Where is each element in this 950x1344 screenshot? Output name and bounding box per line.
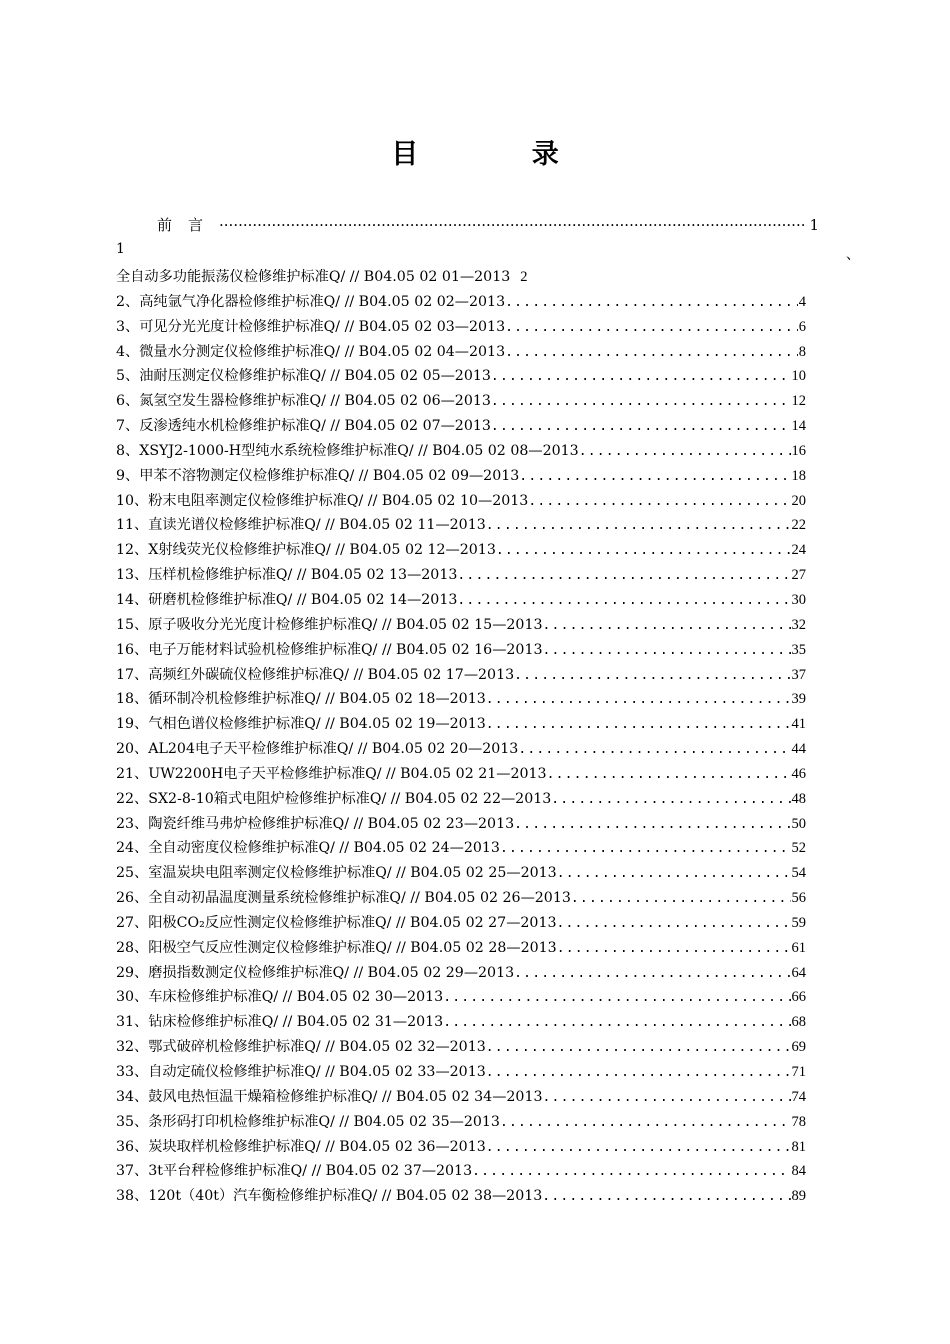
toc-entry-title: 18、循环制冷机检修维护标准Q/ // B04.05 02 18—2013 [116, 691, 486, 708]
leader-dots [491, 390, 791, 414]
leader-dots [496, 539, 791, 563]
toc-entry[interactable] [116, 1110, 806, 1135]
stray-number: 1 [116, 241, 125, 257]
toc-entry-page-number: 2 [520, 269, 528, 285]
leader-dots [514, 664, 790, 688]
toc-entry-title: 13、压样机检修维护标准Q/ // B04.05 02 13—2013 [116, 567, 458, 584]
toc-entry[interactable] [116, 538, 806, 563]
toc-entry-title: 28、阳极空气反应性测定仪检修维护标准Q/ // B04.05 02 28—2013 [116, 939, 557, 956]
toc-entry[interactable] [116, 737, 806, 762]
preface-label: 前言 [157, 216, 220, 234]
leader-dots [457, 589, 790, 613]
toc-entry-title: 38、120t（40t）汽车衡检修维护标准Q/ // B04.05 02 38—2013 [116, 1188, 543, 1205]
toc-entry-page-number: 56 [791, 890, 806, 907]
toc-entry-page-number: 89 [791, 1188, 806, 1205]
toc-entry[interactable] [116, 712, 806, 737]
toc-entry-page-number: 68 [791, 1014, 806, 1031]
toc-entry-title: 33、自动定硫仪检修维护标准Q/ // B04.05 02 33—2013 [116, 1064, 486, 1080]
toc-entry-title: 16、电子万能材料试验机检修维护标准Q/ // B04.05 02 16—2013 [116, 641, 543, 658]
toc-entry-title: 22、SX2-8-10箱式电阻炉检修维护标准Q/ // B04.05 02 22—2013 [116, 790, 552, 807]
toc-entry[interactable] [116, 985, 806, 1010]
toc-entry-page-number: 24 [791, 542, 806, 559]
toc-entry[interactable] [116, 787, 806, 812]
toc-entry-title: 11、直读光谱仪检修维护标准Q/ // B04.05 02 11—2013 [116, 517, 486, 534]
leader-dots [551, 788, 790, 812]
toc-entry-title: 全自动多功能振荡仪检修维护标准Q/ // B04.05 02 01—2013 [116, 269, 511, 285]
toc-list [116, 265, 806, 1209]
toc-entry-title: 3、可见分光光度计检修维护标准Q/ // B04.05 02 03—2013 [116, 318, 506, 335]
toc-entry[interactable] [116, 613, 806, 638]
toc-entry-page-number: 4 [798, 293, 806, 310]
toc-entry[interactable] [116, 489, 806, 514]
leader-dots [505, 341, 798, 365]
toc-entry-title: 21、UW2200H电子天平检修维护标准Q/ // B04.05 02 21—2013 [116, 765, 547, 782]
leader-dots [486, 713, 791, 737]
toc-entry-title: 14、研磨机检修维护标准Q/ // B04.05 02 14—2013 [116, 591, 458, 608]
toc-entry-title: 23、陶瓷纤维马弗炉检修维护标准Q/ // B04.05 02 23—2013 [116, 815, 515, 832]
toc-entry[interactable] [116, 836, 806, 861]
toc-entry-title: 26、全自动初晶温度测量系统检修维护标准Q/ // B04.05 02 26—2013 [116, 890, 571, 907]
toc-entry[interactable] [116, 315, 806, 340]
toc-entry-page-number: 16 [791, 442, 806, 459]
toc-entry-title: 20、AL204电子天平检修维护标准Q/ // B04.05 02 20—2013 [116, 741, 519, 758]
toc-entry[interactable] [116, 364, 806, 389]
toc-entry-page-number: 59 [791, 914, 806, 931]
toc-entry-title: 35、条形码打印机检修维护标准Q/ // B04.05 02 35—2013 [116, 1113, 500, 1130]
toc-entry-page-number: 30 [791, 591, 806, 608]
toc-entry-title: 12、X射线荧光仪检修维护标准Q/ // B04.05 02 12—2013 [116, 542, 496, 559]
toc-entry-title: 9、甲苯不溶物测定仪检修维护标准Q/ // B04.05 02 09—2013 [116, 467, 520, 484]
toc-entry-title: 5、油耐压测定仪检修维护标准Q/ // B04.05 02 05—2013 [116, 368, 491, 385]
toc-entry-title: 34、鼓风电热恒温干燥箱检修维护标准Q/ // B04.05 02 34—2013 [116, 1088, 543, 1105]
leader-dots [443, 986, 790, 1010]
toc-entry[interactable] [116, 563, 806, 588]
leader-dots [514, 813, 790, 837]
toc-entry-title: 15、原子吸收分光光度计检修维护标准Q/ // B04.05 02 15—2013 [116, 616, 543, 633]
toc-entry-page-number: 39 [791, 691, 806, 708]
toc-entry-title: 29、磨损指数测定仪检修维护标准Q/ // B04.05 02 29—2013 [116, 964, 515, 981]
toc-entry[interactable] [116, 1010, 806, 1035]
toc-entry-page-number: 48 [791, 790, 806, 807]
toc-entry-page-number: 64 [791, 964, 806, 981]
toc-entry-title: 25、室温炭块电阻率测定仪检修维护标准Q/ // B04.05 02 25—2013 [116, 865, 557, 882]
toc-entry-page-number: 14 [791, 418, 806, 435]
leader-dots [472, 1160, 790, 1184]
toc-entry[interactable] [116, 886, 806, 911]
toc-entry-page-number: 78 [791, 1113, 806, 1130]
toc-entry[interactable] [116, 1159, 806, 1184]
toc-entry[interactable] [116, 812, 806, 837]
toc-entry[interactable] [116, 290, 806, 315]
toc-entry-page-number: 52 [791, 840, 806, 857]
toc-entry[interactable] [116, 513, 806, 538]
leader-dots [500, 837, 791, 861]
toc-entry-page-number: 69 [791, 1039, 806, 1056]
preface-page-number: 1 [809, 216, 819, 234]
toc-entry-page-number: 35 [791, 641, 806, 658]
leader-dots [579, 440, 791, 464]
toc-entry-page-number: 32 [791, 616, 806, 633]
toc-entry-title: 24、全自动密度仪检修维护标准Q/ // B04.05 02 24—2013 [116, 840, 500, 857]
leader-dots [505, 291, 798, 315]
toc-entry-page-number: 50 [791, 815, 806, 832]
leader-dots [543, 639, 791, 663]
leader-dots [491, 365, 791, 389]
leader-dots [543, 1086, 791, 1110]
toc-entry-title: 17、高频红外碳硫仪检修维护标准Q/ // B04.05 02 17—2013 [116, 666, 515, 683]
toc-entry-title: 2、高纯氩气净化器检修维护标准Q/ // B04.05 02 02—2013 [116, 293, 506, 310]
toc-entry-page-number: 74 [791, 1088, 806, 1105]
leader-dots [491, 415, 791, 439]
toc-entry[interactable] [116, 340, 806, 365]
toc-entry[interactable] [116, 265, 806, 290]
toc-entry[interactable] [116, 1184, 806, 1209]
leader-dots [519, 465, 790, 489]
toc-entry[interactable] [116, 638, 806, 663]
toc-entry-title: 7、反渗透纯水机检修维护标准Q/ // B04.05 02 07—2013 [116, 418, 491, 435]
toc-entry-page-number: 18 [791, 467, 806, 484]
toc-entry[interactable] [116, 861, 806, 886]
toc-entry[interactable] [116, 762, 806, 787]
toc-entry-title: 30、车床检修维护标准Q/ // B04.05 02 30—2013 [116, 989, 444, 1006]
stray-comma: 、 [846, 247, 860, 263]
toc-entry-title: 31、钻床检修维护标准Q/ // B04.05 02 31—2013 [116, 1014, 444, 1031]
toc-entry-page-number: 10 [791, 368, 806, 385]
toc-entry-title: 4、微量水分测定仪检修维护标准Q/ // B04.05 02 04—2013 [116, 343, 506, 360]
toc-entry-title: 6、氮氢空发生器检修维护标准Q/ // B04.05 02 06—2013 [116, 393, 491, 410]
toc-entry-title: 36、炭块取样机检修维护标准Q/ // B04.05 02 36—2013 [116, 1138, 486, 1155]
leader-dots [543, 614, 791, 638]
toc-entry-page-number: 6 [798, 318, 806, 335]
toc-entry-page-number: 71 [791, 1064, 806, 1080]
leader-dots [457, 564, 790, 588]
toc-entry[interactable] [116, 961, 806, 986]
leader-dots [505, 316, 798, 340]
toc-entry-page-number: 12 [791, 393, 806, 410]
toc-entry[interactable] [116, 1060, 806, 1085]
toc-entry[interactable] [116, 936, 806, 961]
toc-entry-page-number: 8 [798, 343, 806, 360]
leader-dots [571, 887, 791, 911]
toc-entry[interactable] [116, 439, 806, 464]
toc-entry-page-number: 81 [791, 1138, 806, 1155]
toc-entry-page-number: 46 [791, 765, 806, 782]
toc-entry[interactable] [116, 588, 806, 613]
toc-entry-title: 32、鄂式破碎机检修维护标准Q/ // B04.05 02 32—2013 [116, 1039, 486, 1056]
toc-preface-entry[interactable] [157, 214, 819, 238]
leader-dots [514, 962, 790, 986]
leader-dots [486, 514, 791, 538]
toc-entry[interactable] [116, 1035, 806, 1060]
leader-dots [542, 1185, 790, 1209]
leader-dots [557, 937, 791, 961]
leader-dots [219, 216, 807, 234]
leader-dots [557, 862, 791, 886]
toc-entry[interactable] [116, 1135, 806, 1160]
toc-entry-title: 10、粉末电阻率测定仪检修维护标准Q/ // B04.05 02 10—2013 [116, 492, 529, 509]
toc-entry-title: 19、气相色谱仪检修维护标准Q/ // B04.05 02 19—2013 [116, 716, 486, 733]
leader-dots [486, 688, 791, 712]
toc-entry-page-number: 54 [791, 865, 806, 882]
toc-entry[interactable] [116, 687, 806, 712]
toc-entry[interactable] [116, 464, 806, 489]
leader-dots [486, 1036, 791, 1060]
toc-entry-page-number: 41 [791, 716, 806, 733]
toc-entry-page-number: 37 [791, 666, 806, 683]
toc-entry-page-number: 66 [791, 989, 806, 1006]
leader-dots [486, 1061, 791, 1085]
toc-entry-page-number: 61 [791, 939, 806, 956]
leader-dots [528, 490, 790, 514]
leader-dots [500, 1111, 791, 1135]
toc-entry-page-number: 44 [791, 741, 806, 758]
toc-entry-title: 27、阳极CO₂反应性测定仪检修维护标准Q/ // B04.05 02 27—2013 [116, 914, 557, 931]
leader-dots [486, 1136, 791, 1160]
toc-entry-page-number: 20 [791, 492, 806, 509]
toc-entry-page-number: 27 [791, 567, 806, 584]
leader-dots [557, 912, 791, 936]
toc-entry[interactable] [116, 414, 806, 439]
leader-dots [443, 1011, 790, 1035]
toc-entry-page-number: 84 [791, 1163, 806, 1180]
toc-entry[interactable] [116, 663, 806, 688]
toc-entry[interactable] [116, 389, 806, 414]
toc-entry-title: 37、3t平台秤检修维护标准Q/ // B04.05 02 37—2013 [116, 1163, 473, 1180]
toc-entry[interactable] [116, 911, 806, 936]
page-title: 目 录 [391, 139, 611, 170]
toc-entry-page-number: 22 [791, 517, 806, 534]
toc-entry-title: 8、XSYJ2-1000-H型纯水系统检修维护标准Q/ // B04.05 02 08—2013 [116, 442, 579, 459]
leader-dots [518, 738, 790, 762]
leader-dots [547, 763, 791, 787]
toc-entry[interactable] [116, 1085, 806, 1110]
